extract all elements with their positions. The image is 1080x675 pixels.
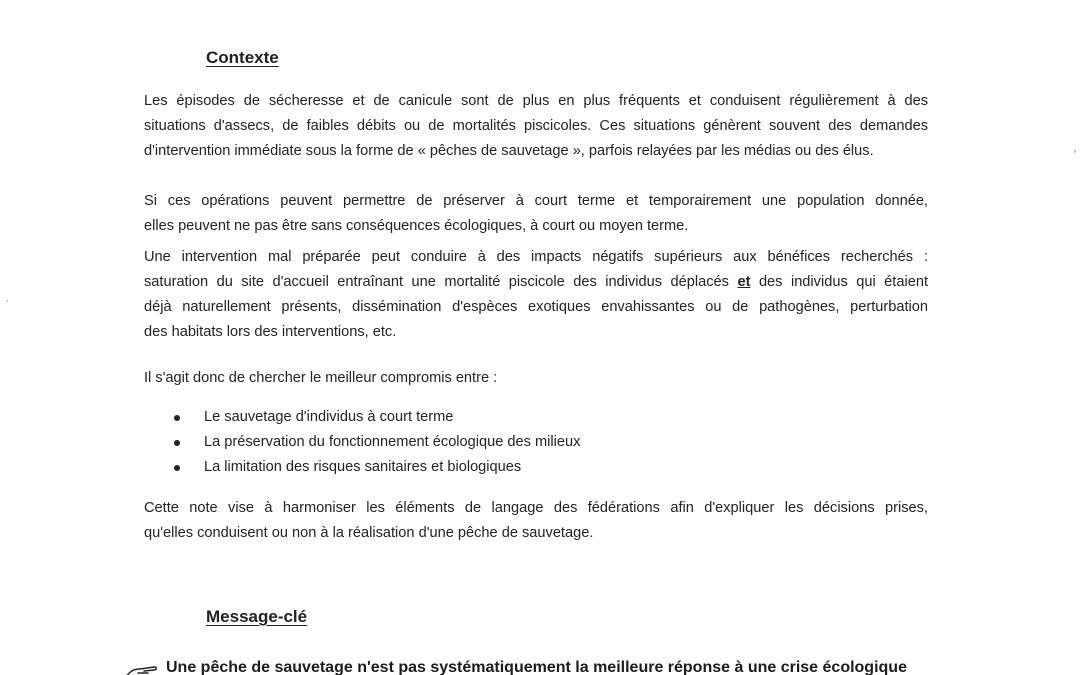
paragraph-1-line-3: d'intervention immédiate sous la forme de « pêches de sauvetage », parfois relayées par les médias ou des élus.	[144, 143, 874, 159]
paragraph-3-line-4: des habitats lors des interventions, etc.	[144, 324, 397, 340]
paragraph-3-line-2-end: des individus qui étaient	[758, 274, 929, 290]
list-item-text: Le sauvetage d'individus à court terme	[204, 409, 454, 425]
paragraph-4-line-1: Il s'agit donc de chercher le meilleur compromis entre :	[144, 370, 498, 386]
list-item	[174, 430, 580, 455]
paragraph-5-line-2: qu'elles conduisent ou non à la réalisation d'une pêche de sauvetage.	[144, 525, 594, 541]
paragraph-1-line-2: situations d'assecs, de faibles débits ou de mortalités piscicoles. Ces situations génèrent souvent des demandes	[144, 118, 928, 134]
bullet-dot-icon	[174, 415, 180, 421]
list-item-text: La limitation des risques sanitaires et biologiques	[204, 459, 522, 475]
paragraph-2	[144, 189, 928, 239]
list-item	[174, 405, 580, 430]
paragraph-3-line-2-start: saturation du site d'accueil entraînant une mortalité piscicole des individus déplacés	[144, 274, 729, 290]
bullet-dot-icon	[174, 465, 180, 471]
paragraph-3	[144, 245, 928, 345]
emphasis-et: et	[737, 274, 751, 290]
paragraph-3-line-3: déjà naturellement présents, dissémination d'espèces exotiques envahissantes ou de pathogènes, perturbation	[144, 299, 928, 315]
section-title-contexte: Contexte	[206, 48, 279, 67]
list-item	[174, 455, 580, 480]
paragraph-2-line-2: elles peuvent ne pas être sans conséquences écologiques, à court ou moyen terme.	[144, 218, 689, 234]
bullet-dot-icon	[174, 440, 180, 446]
paragraph-3-line-1: Une intervention mal préparée peut conduire à des impacts négatifs supérieurs aux bénéfices recherchés :	[144, 249, 928, 265]
key-message	[124, 659, 944, 675]
section-title-message-cle: Message-clé	[206, 607, 308, 626]
compromise-list	[174, 405, 580, 480]
paragraph-1	[144, 89, 928, 164]
paragraph-3-line-2	[144, 270, 928, 295]
scan-speck	[6, 300, 8, 302]
paragraph-1-line-1: Les épisodes de sécheresse et de canicule sont de plus en plus fréquents et conduisent régulièrement à des	[144, 93, 928, 109]
key-message-text: Une pêche de sauvetage n'est pas systématiquement la meilleure réponse à une crise écologique	[166, 659, 907, 675]
scan-speck	[1074, 150, 1076, 153]
list-item-text: La préservation du fonctionnement écologique des milieux	[204, 434, 581, 450]
pointing-hand-icon	[124, 663, 160, 675]
paragraph-5	[144, 496, 928, 546]
paragraph-2-line-1: Si ces opérations peuvent permettre de préserver à court terme et temporairement une population donnée,	[144, 193, 928, 209]
paragraph-5-line-1: Cette note vise à harmoniser les éléments de langage des fédérations afin d'expliquer les décisions prises,	[144, 500, 928, 516]
paragraph-4	[144, 366, 928, 391]
